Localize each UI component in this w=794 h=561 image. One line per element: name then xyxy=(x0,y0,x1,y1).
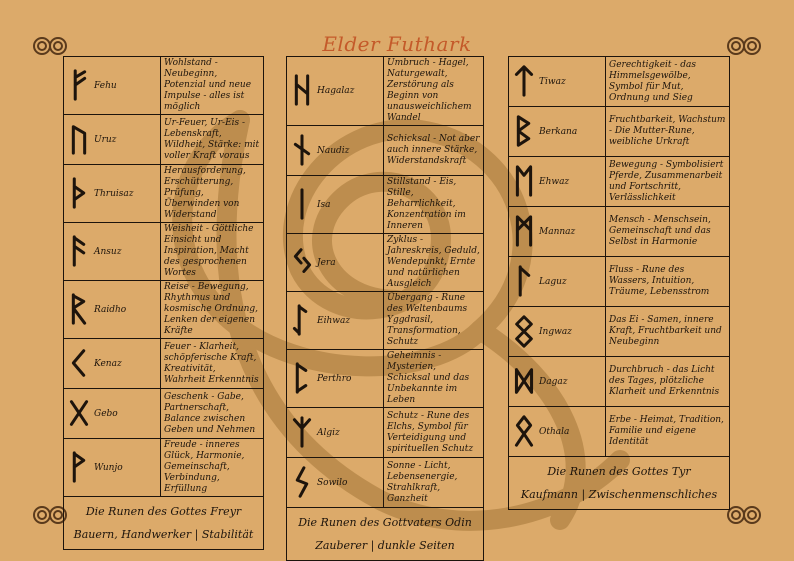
dagaz-rune-icon xyxy=(513,364,535,398)
rune-description: Freude - inneres Glück, Harmonie, Gemeinschaft, Verbindung, Erfüllung xyxy=(161,439,264,497)
rune-symbol-cell xyxy=(287,408,384,458)
rune-description: Sonne - Licht, Lebensenergie, Strahlkraft, Ganzheit xyxy=(384,458,484,508)
rune-description: Ur-Feuer, Ur-Eis - Lebenskraft, Wildheit, Stärke: mit voller Kraft voraus xyxy=(161,115,264,165)
rune-symbol-cell xyxy=(287,350,384,408)
column-footer xyxy=(64,497,264,550)
rune-row xyxy=(509,307,730,357)
rune-row xyxy=(509,207,730,257)
rune-symbol-cell xyxy=(64,281,161,339)
rune-name: Tiwaz xyxy=(539,76,566,87)
rune-name: Thruisaz xyxy=(94,188,134,199)
rune-name: Wunjo xyxy=(94,462,123,473)
algiz-rune-icon xyxy=(291,415,313,449)
rune-description: Schicksal - Not aber auch innere Stärke, Widerstandskraft xyxy=(384,126,484,176)
footer-class: Bauern, Handwerker | Stabilität xyxy=(73,528,254,541)
kenaz-rune-icon xyxy=(68,346,90,380)
rune-symbol-cell xyxy=(64,115,161,165)
perthro-rune-icon xyxy=(291,361,313,395)
rune-symbol-cell xyxy=(287,234,384,292)
rune-description: Übergang - Rune des Weltenbaums Yggdrasil, Transformation, Schutz xyxy=(384,292,484,350)
rune-column-tyr xyxy=(508,56,730,510)
rune-name: Hagalaz xyxy=(317,86,355,96)
rune-symbol-cell xyxy=(509,157,606,207)
rune-row xyxy=(509,407,730,457)
rune-row xyxy=(64,165,264,223)
rune-symbol-cell xyxy=(509,307,606,357)
rune-row xyxy=(64,439,264,497)
rune-row xyxy=(509,107,730,157)
isa-rune-icon xyxy=(291,187,313,221)
rune-name: Sowilo xyxy=(317,477,348,488)
rune-row xyxy=(287,408,484,458)
wunjo-rune-icon xyxy=(68,450,90,484)
rune-name: Ingwaz xyxy=(539,326,572,337)
rune-row xyxy=(509,257,730,307)
page-title: Elder Futhark xyxy=(322,32,472,56)
rune-symbol-cell xyxy=(509,207,606,257)
rune-description: Reise - Bewegung, Rhythmus und kosmische Ordnung, Lenken der eigenen Kräfte xyxy=(161,281,264,339)
rune-row xyxy=(287,234,484,292)
rune-name: Dagaz xyxy=(539,376,568,387)
corner-spiral-bottom-right xyxy=(724,495,764,535)
rune-symbol-cell xyxy=(64,165,161,223)
rune-row xyxy=(64,339,264,389)
rune-description: Feuer - Klarheit, schöpferische Kraft, Kreativität, Wahrheit Erkenntnis xyxy=(161,339,264,389)
column-footer xyxy=(509,457,730,510)
ehwaz-rune-icon xyxy=(513,164,535,198)
rune-description: Fruchtbarkeit, Wachstum - Die Mutter-Rune, weibliche Urkraft xyxy=(606,107,730,157)
rune-description: Zyklus - Jahreskreis, Geduld, Wendepunkt, Ernte und natürlichen Ausgleich xyxy=(384,234,484,292)
rune-symbol-cell xyxy=(287,57,384,126)
rune-symbol-cell xyxy=(64,339,161,389)
rune-description: Wohlstand - Neubeginn, Potenzial und neue Impulse - alles ist möglich xyxy=(161,57,264,115)
rune-name: Isa xyxy=(317,199,331,210)
rune-row xyxy=(509,357,730,407)
fehu-rune-icon xyxy=(68,68,90,102)
rune-description: Herausforderung, Erschütterung, Prüfung, Überwinden von Widerstand xyxy=(161,165,264,223)
rune-name: Othala xyxy=(539,426,570,437)
rune-symbol-cell xyxy=(64,439,161,497)
rune-name: Fehu xyxy=(94,80,117,91)
rune-name: Naudiz xyxy=(317,145,350,156)
rune-symbol-cell xyxy=(509,57,606,107)
tiwaz-rune-icon xyxy=(513,64,535,98)
naudiz-rune-icon xyxy=(291,133,313,167)
rune-row xyxy=(287,350,484,408)
rune-row xyxy=(287,126,484,176)
rune-name: Ehwaz xyxy=(539,176,570,187)
footer-class: Zauberer | dunkle Seiten xyxy=(315,539,455,552)
rune-symbol-cell xyxy=(64,57,161,115)
ansuz-rune-icon xyxy=(68,234,90,268)
rune-description: Durchbruch - das Licht des Tages, plötzliche Klarheit und Erkenntnis xyxy=(606,357,730,407)
rune-description: Erbe - Heimat, Tradition, Familie und eigene Identität xyxy=(606,407,730,457)
rune-description: Stillstand - Eis, Stille, Beharrlichkeit, Konzentration im Inneren xyxy=(384,176,484,234)
rune-symbol-cell xyxy=(64,223,161,281)
rune-row xyxy=(64,57,264,115)
laguz-rune-icon xyxy=(513,264,535,298)
rune-description: Geheimnis - Mysterien, Schicksal und das Unbekannte im Leben xyxy=(384,350,484,408)
rune-symbol-cell xyxy=(509,407,606,457)
uruz-rune-icon xyxy=(68,122,90,156)
rune-row xyxy=(64,281,264,339)
hagalaz-rune-icon xyxy=(291,73,313,107)
rune-name: Gebo xyxy=(94,408,118,419)
gebo-rune-icon xyxy=(68,396,90,430)
rune-row xyxy=(287,57,484,126)
rune-description: Fluss - Rune des Wassers, Intuition, Träume, Lebensstrom xyxy=(606,257,730,307)
mannaz-rune-icon xyxy=(513,214,535,248)
footer-god: Die Runen des Gottvaters Odin xyxy=(298,516,472,529)
rune-column-odin xyxy=(286,56,484,561)
rune-name: Raidho xyxy=(94,304,127,315)
rune-name: Jera xyxy=(317,257,336,268)
berkana-rune-icon xyxy=(513,114,535,148)
rune-description: Geschenk - Gabe, Partnerschaft, Balance zwischen Geben und Nehmen xyxy=(161,389,264,439)
ingwaz-rune-icon xyxy=(513,314,535,348)
rune-row xyxy=(64,223,264,281)
raidho-rune-icon xyxy=(68,292,90,326)
rune-name: Eihwaz xyxy=(317,315,351,326)
rune-symbol-cell xyxy=(287,292,384,350)
rune-name: Algiz xyxy=(317,427,340,438)
column-footer xyxy=(287,508,484,561)
rune-symbol-cell xyxy=(287,126,384,176)
rune-row xyxy=(64,115,264,165)
rune-symbol-cell xyxy=(509,257,606,307)
rune-name: Perthro xyxy=(317,373,352,384)
rune-row xyxy=(509,157,730,207)
footer-god: Die Runen des Gottes Tyr xyxy=(547,465,691,478)
rune-symbol-cell xyxy=(287,458,384,508)
rune-description: Das Ei - Samen, innere Kraft, Fruchtbarkeit und Neubeginn xyxy=(606,307,730,357)
footer-god: Die Runen des Gottes Freyr xyxy=(85,505,242,518)
rune-name: Laguz xyxy=(539,276,567,287)
sowilo-rune-icon xyxy=(291,465,313,499)
rune-row xyxy=(287,292,484,350)
rune-row xyxy=(287,458,484,508)
rune-symbol-cell xyxy=(64,389,161,439)
rune-name: Ansuz xyxy=(94,246,122,257)
rune-column-freyr xyxy=(63,56,264,550)
rune-description: Umbruch - Hagel, Naturgewalt, Zerstörung als Beginn von unausweichlichem Wandel xyxy=(384,57,484,126)
rune-name: Uruz xyxy=(94,134,117,145)
eihwaz-rune-icon xyxy=(291,303,313,337)
rune-symbol-cell xyxy=(287,176,384,234)
rune-name: Kenaz xyxy=(94,358,122,369)
rune-description: Mensch - Menschsein, Gemeinschaft und das Selbst in Harmonie xyxy=(606,207,730,257)
rune-description: Gerechtigkeit - das Himmelsgewölbe, Symbol für Mut, Ordnung und Sieg xyxy=(606,57,730,107)
rune-name: Mannaz xyxy=(539,226,576,237)
rune-description: Bewegung - Symbolisiert Pferde, Zusammenarbeit und Fortschritt, Verlässlichkeit xyxy=(606,157,730,207)
rune-row xyxy=(509,57,730,107)
rune-description: Weisheit - Göttliche Einsicht und Inspiration, Macht des gesprochenen Wortes xyxy=(161,223,264,281)
rune-row xyxy=(287,176,484,234)
rune-row xyxy=(64,389,264,439)
rune-symbol-cell xyxy=(509,357,606,407)
rune-name: Berkana xyxy=(539,126,578,137)
thurisaz-rune-icon xyxy=(68,176,90,210)
othala-rune-icon xyxy=(513,414,535,448)
jera-rune-icon xyxy=(291,245,313,279)
rune-description: Schutz - Rune des Elchs, Symbol für Verteidigung und spirituellen Schutz xyxy=(384,408,484,458)
footer-class: Kaufmann | Zwischenmenschliches xyxy=(520,488,718,501)
rune-symbol-cell xyxy=(509,107,606,157)
